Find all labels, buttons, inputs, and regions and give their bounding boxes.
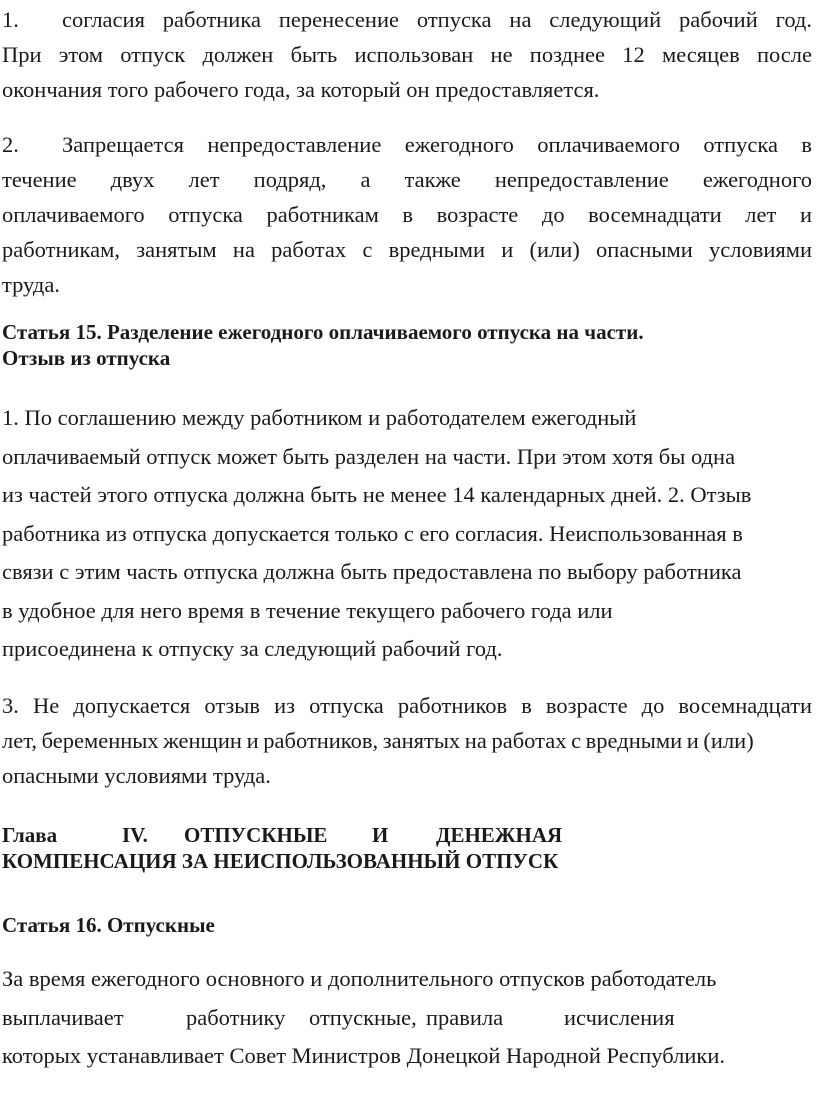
article-16-body-line-2: [2, 999, 814, 1038]
article-15-body-line-2: оплачиваемый отпуск может быть разделен на части. При этом хотя бы одна: [2, 443, 736, 469]
chapter-word: Глава: [2, 823, 58, 847]
paragraph-2-line-5: труда.: [2, 272, 60, 297]
article-16-body-line-3: которых устанавливает Совет Министров Донецкой Народной Республики.: [2, 1043, 726, 1068]
chapter-number: IV.: [122, 823, 148, 847]
article-15-point-3-line-3: опасными условиями труда.: [2, 763, 271, 788]
article-15-body-line-3: из частей этого отпуска должна быть не менее 14 календарных дней. 2. Отзыв: [2, 482, 752, 507]
article-15-body-line-7: присоединена к отпуску за следующий рабочий год.: [2, 636, 503, 661]
article-16-word-vacation-pay: отпускные,: [309, 1004, 417, 1030]
chapter-word-and: И: [372, 823, 389, 847]
paragraph-2-line-1: [2, 127, 812, 162]
paragraph-2: [2, 127, 812, 302]
article-15-body-line-5: связи с этим часть отпуска должна быть предоставлена по выбору работника: [2, 559, 742, 584]
article-15-body: [2, 399, 814, 669]
article-16-word-employee: работнику: [186, 1004, 286, 1030]
article-15-point-3: [2, 688, 812, 793]
article-15-point-3-line-2: лет, беременных женщин и работников, занятых на работах с вредными и (или): [2, 728, 754, 753]
article-16-body: [2, 960, 814, 1076]
article-16-word-calculation: исчисления: [564, 1004, 675, 1030]
paragraph-2-number: 2.: [2, 132, 19, 157]
chapter-word-monetary: ДЕНЕЖНАЯ: [436, 823, 563, 847]
chapter-4-heading-line-2: КОМПЕНСАЦИЯ ЗА НЕИСПОЛЬЗОВАННЫЙ ОТПУСК: [2, 849, 559, 873]
chapter-word-vacation: ОТПУСКНЫЕ: [184, 823, 328, 847]
paragraph-1-line-1: [2, 2, 812, 37]
article-15-heading-line-2: Отзыв из отпуска: [2, 346, 171, 370]
chapter-4-heading: [2, 822, 812, 874]
paragraph-1-line-3: окончания того рабочего года, за который он предоставляется.: [2, 77, 600, 102]
article-15-body-line-1: 1. По соглашению между работником и работодателем ежегодный: [2, 405, 637, 430]
article-15-body-line-6: в удобное для него время в течение текущего рабочего года или: [2, 597, 613, 623]
paragraph-1-line-1-text: согласия работника перенесение отпуска на следующий рабочий год.: [62, 7, 812, 32]
article-15-point-3-line-1: 3. Не допускается отзыв из отпуска работников в возрасте до восемнадцати: [2, 693, 812, 718]
article-16-body-line-1: За время ежегодного основного и дополнительного отпусков работодатель: [2, 966, 717, 991]
paragraph-1-line-2: При этом отпуск должен быть использован не позднее 12 месяцев после: [2, 42, 812, 67]
article-15-heading-line-1: Статья 15. Разделение ежегодного оплачиваемого отпуска на части.: [2, 320, 644, 344]
paragraph-2-line-3: оплачиваемого отпуска работникам в возрасте до восемнадцати лет и: [2, 202, 812, 227]
paragraph-1-number: 1.: [2, 7, 19, 32]
paragraph-2-line-1-text: Запрещается непредоставление ежегодного оплачиваемого отпуска в: [62, 132, 812, 157]
article-16-word-rules: правила: [426, 1004, 504, 1030]
article-16-word-pays: выплачивает: [2, 1004, 124, 1030]
paragraph-2-line-4: работникам, занятым на работах с вредными и (или) опасными условиями: [2, 237, 812, 262]
article-16-heading: Статья 16. Отпускные: [2, 913, 215, 937]
article-15-heading: [2, 319, 812, 371]
paragraph-2-line-2: течение двух лет подряд, а также непредоставление ежегодного: [2, 167, 812, 192]
paragraph-1: [2, 2, 812, 107]
article-15-body-line-4: работника из отпуска допускается только с его согласия. Неиспользованная в: [2, 520, 743, 546]
chapter-4-heading-line-1: [2, 822, 812, 848]
